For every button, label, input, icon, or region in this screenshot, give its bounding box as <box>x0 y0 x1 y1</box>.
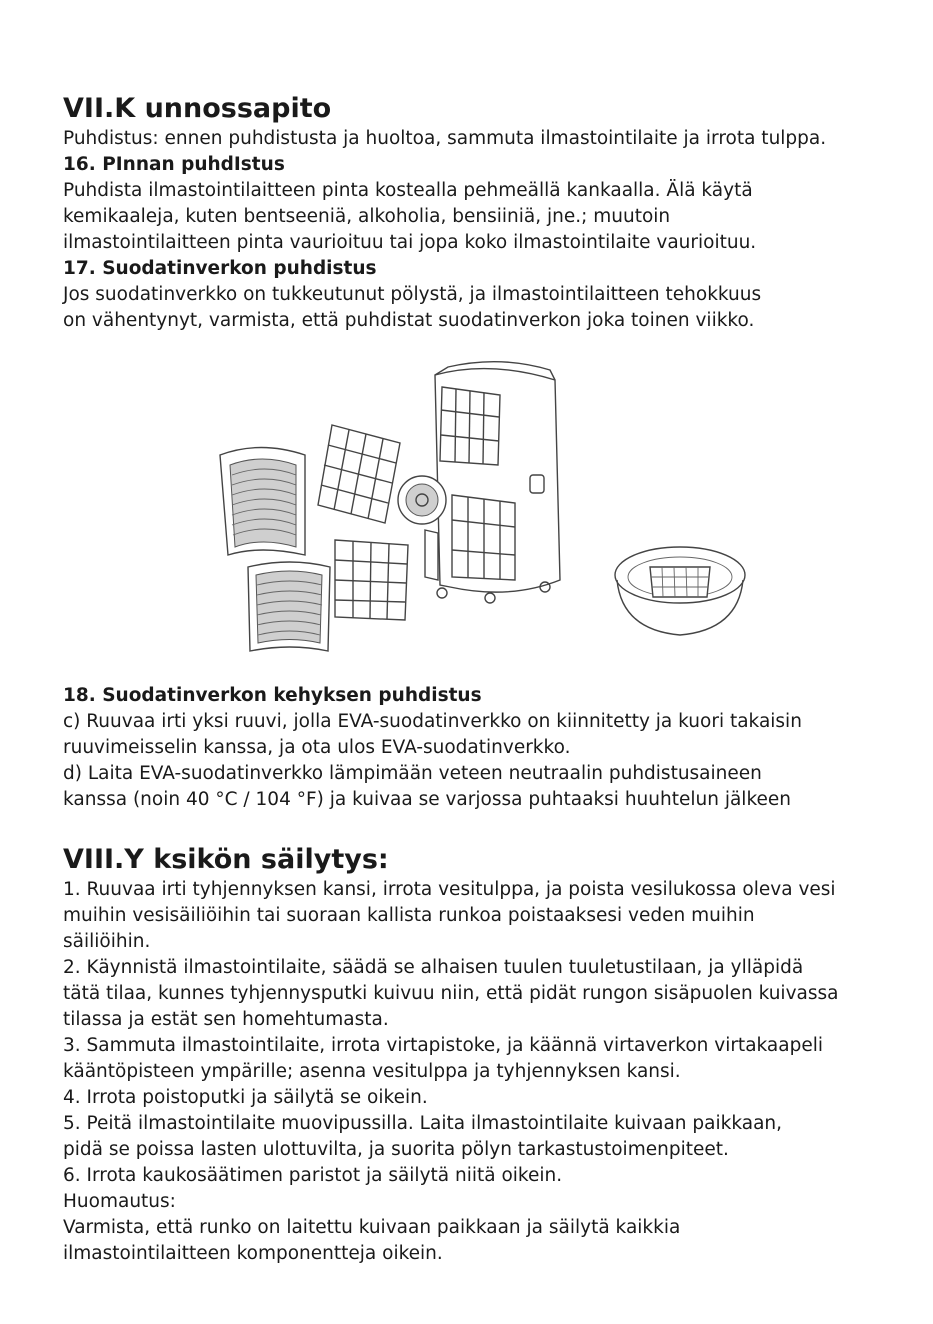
subsection-16-title: 16. PInnan puhdIstus <box>63 154 285 175</box>
subsection-18-line: c) Ruuvaa irti yksi ruuvi, jolla EVA-suodatinverkko on kiinnitetty ja kuori takaisin <box>63 711 802 732</box>
section-8-title: VIII.Y ksikön säilytys: <box>63 844 389 875</box>
upper-filter-icon <box>318 425 400 523</box>
subsection-16-line: Puhdista ilmastointilaitteen pinta kostealla pehmeällä kankaalla. Älä käytä <box>63 180 753 201</box>
section-8-line: pidä se poissa lasten ulottuvilta, ja suorita pölyn tarkastustoimenpiteet. <box>63 1139 729 1160</box>
section-8-line: muihin vesisäiliöihin tai suoraan kallista runkoa poistaaksesi veden muihin <box>63 905 755 926</box>
section-8-line: tätä tilaa, kunnes tyhjennysputki kuivuu niin, että pidät rungon sisäpuolen kuivassa <box>63 983 839 1004</box>
subsection-17-line: on vähentynyt, varmista, että puhdistat suodatinverkon joka toinen viikko. <box>63 310 755 331</box>
section-maintenance <box>63 92 913 334</box>
grille-panel-icon <box>220 448 305 556</box>
subsection-16-line: ilmastointilaitteen pinta vaurioituu tai jopa koko ilmastointilaite vaurioituu. <box>63 232 757 253</box>
section-8-line: Varmista, että runko on laitettu kuivaan paikkaan ja säilytä kaikkia <box>63 1217 681 1238</box>
section-8-line: ilmastointilaitteen komponentteja oikein. <box>63 1243 443 1264</box>
section-7-title: VII.K unnossapito <box>63 93 332 124</box>
subsection-17-title: 17. Suodatinverkon puhdistus <box>63 258 377 279</box>
section-8-line: kääntöpisteen ympärille; asenna vesitulppa ja tyhjennyksen kansi. <box>63 1061 681 1082</box>
subsection-18-title: 18. Suodatinverkon kehyksen puhdistus <box>63 685 482 706</box>
section-8-line: 4. Irrota poistoputki ja säilytä se oikein. <box>63 1087 428 1108</box>
section-8-line: 3. Sammuta ilmastointilaite, irrota virtapistoke, ja käännä virtaverkon virtakaapeli <box>63 1035 823 1056</box>
section-7-intro: Puhdistus: ennen puhdistusta ja huoltoa, sammuta ilmastointilaite ja irrota tulppa. <box>63 128 827 149</box>
subsection-18-line: d) Laita EVA-suodatinverkko lämpimään veteen neutraalin puhdistusaineen <box>63 763 762 784</box>
section-8-line: 5. Peitä ilmastointilaite muovipussilla. Laita ilmastointilaite kuivaan paikkaan, <box>63 1113 783 1134</box>
section-8-line: tilassa ja estät sen homehtumasta. <box>63 1009 389 1030</box>
lower-grille-panel-icon <box>248 562 330 651</box>
section-8-line: säiliöihin. <box>63 931 151 952</box>
subsection-17-line: Jos suodatinverkko on tukkeutunut pölystä, ja ilmastointilaitteen tehokkuus <box>63 284 762 305</box>
subsection-16-line: kemikaaleja, kuten bentseeniä, alkoholia, bensiiniä, jne.; muutoin <box>63 206 671 227</box>
wash-bowl-icon <box>615 547 745 635</box>
lower-filter-icon <box>335 540 408 620</box>
section-8-line: Huomautus: <box>63 1191 176 1212</box>
subsection-18-line: ruuvimeisselin kanssa, ja ota ulos EVA-suodatinverkko. <box>63 737 571 758</box>
section-8-line: 2. Käynnistä ilmastointilaite, säädä se alhaisen tuulen tuuletustilaan, ja ylläpidä <box>63 957 804 978</box>
subsection-18 <box>63 683 802 813</box>
air-conditioner-filter-diagram-icon <box>210 355 770 660</box>
air-conditioner-unit-icon <box>398 362 560 603</box>
section-8-line: 1. Ruuvaa irti tyhjennyksen kansi, irrota vesitulppa, ja poista vesilukossa oleva vesi <box>63 879 836 900</box>
section-storage <box>63 843 838 1267</box>
subsection-18-line: kanssa (noin 40 °C / 104 °F) ja kuivaa se varjossa puhtaaksi huuhtelun jälkeen <box>63 789 791 810</box>
section-8-line: 6. Irrota kaukosäätimen paristot ja säilytä niitä oikein. <box>63 1165 563 1186</box>
